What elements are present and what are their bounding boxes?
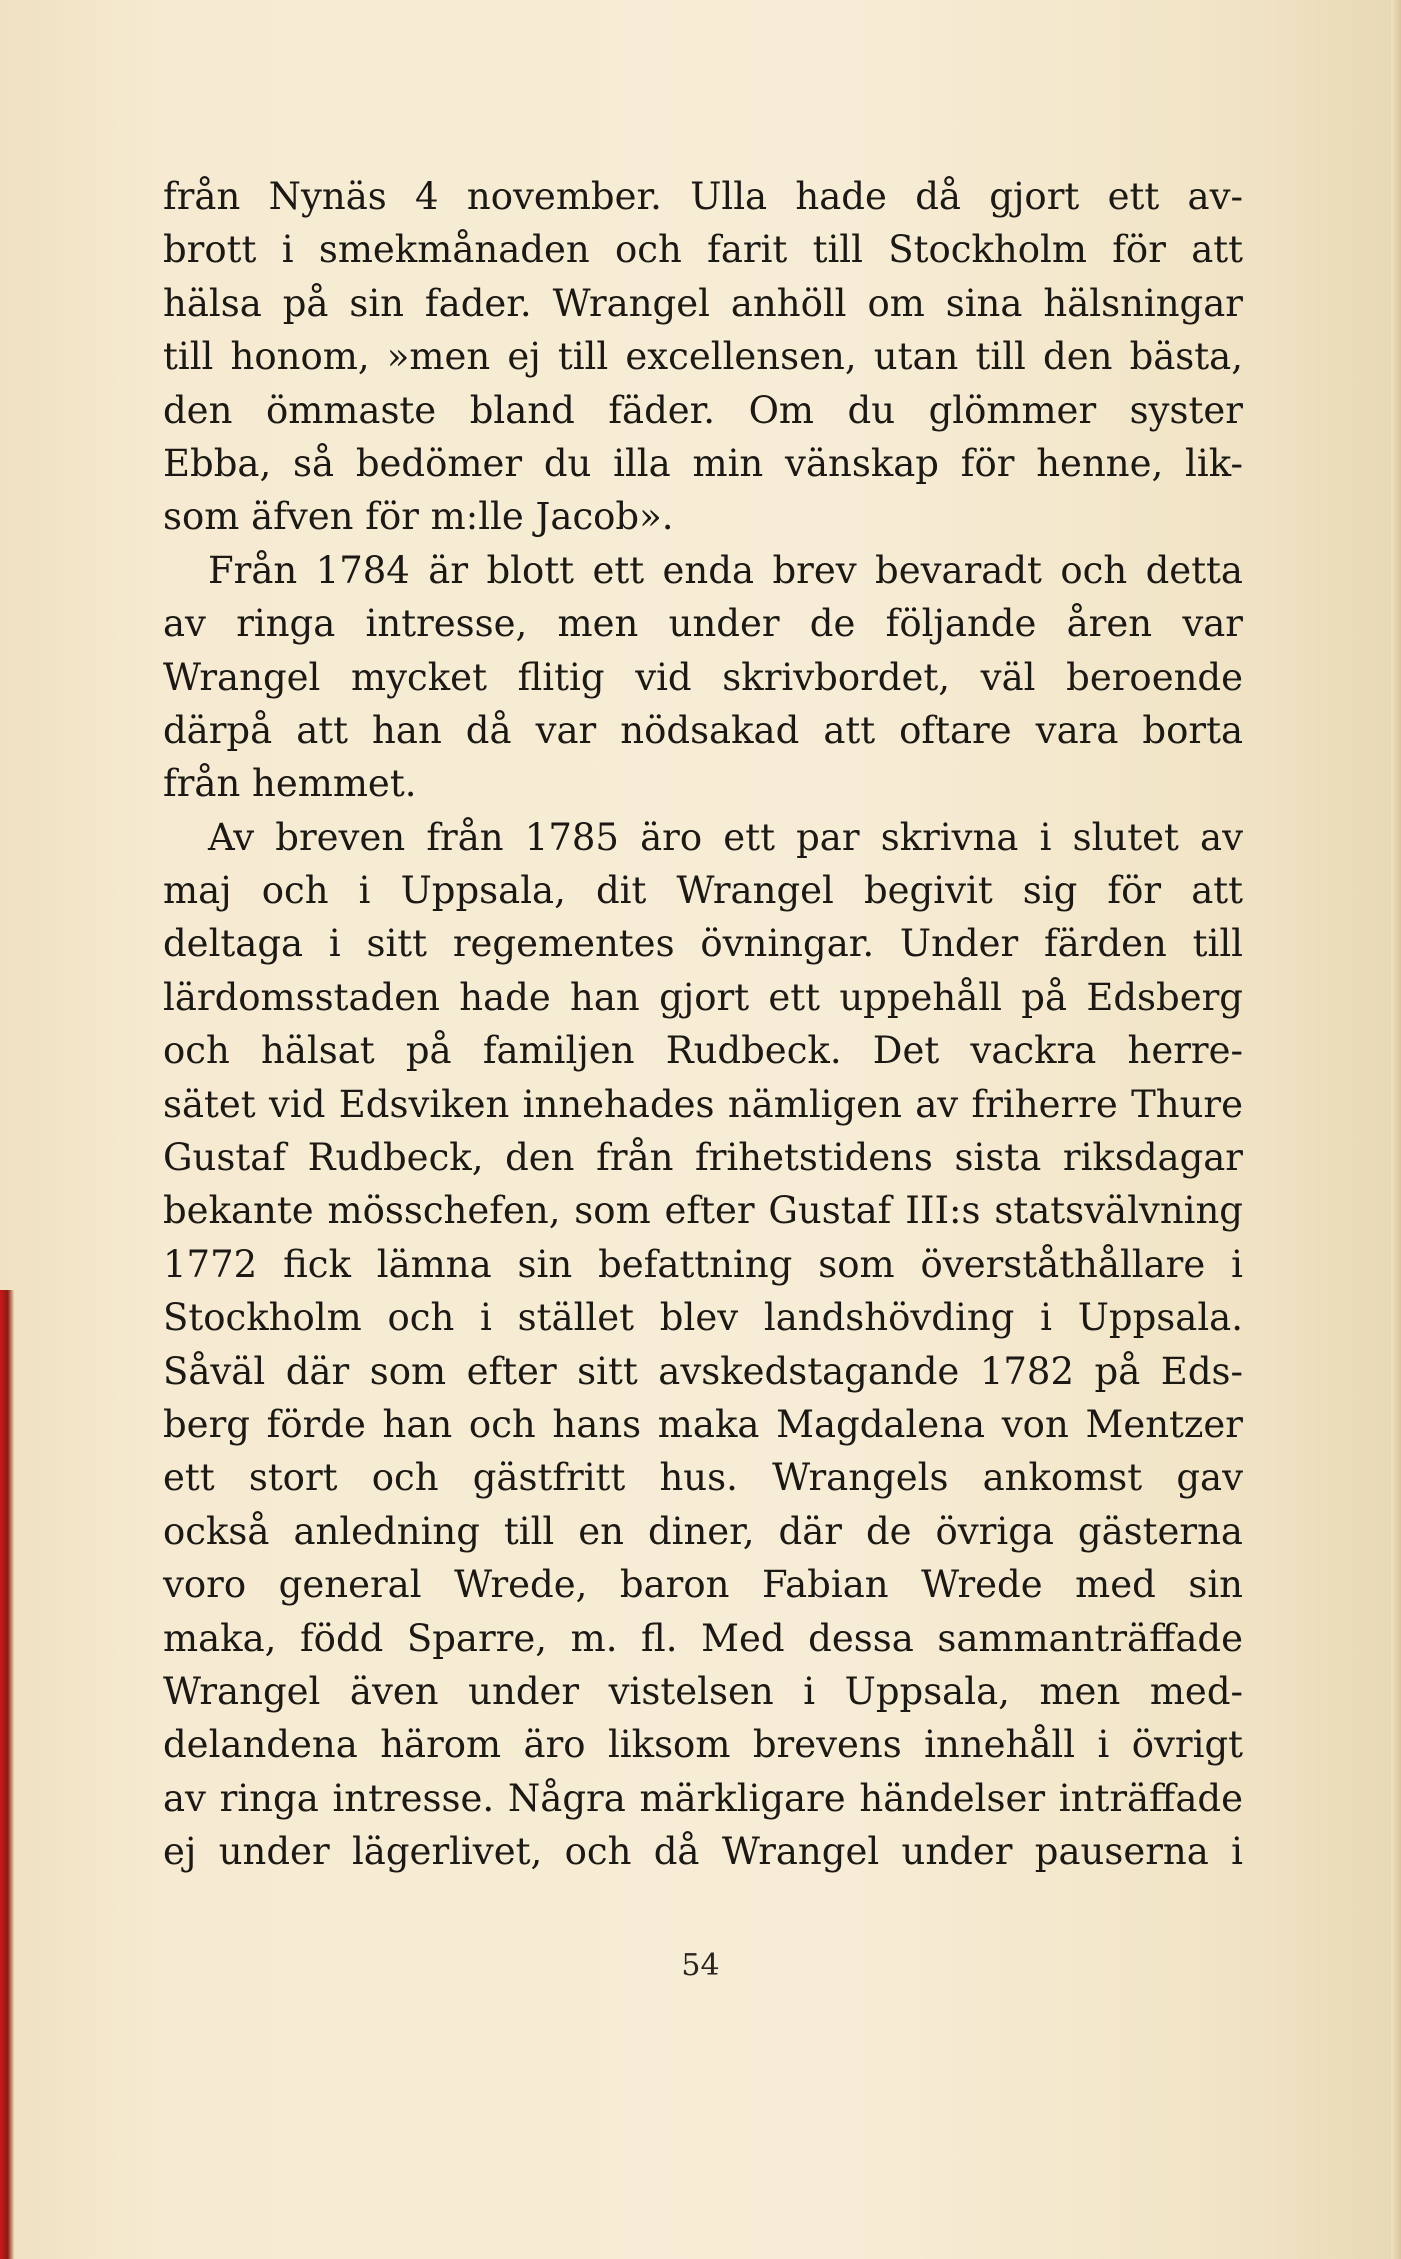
text-line: till honom, »men ej till excellensen, utan till den bästa, (163, 335, 1243, 379)
text-line: Av breven från 1785 äro ett par skrivna i slutet av (208, 815, 1243, 859)
text-line: Från 1784 är blott ett enda brev bevaradt och detta (208, 548, 1243, 592)
text-line: sätet vid Edsviken innehades nämligen av friherre Thure (163, 1082, 1243, 1126)
text-line: lärdomsstaden hade han gjort ett uppehåll på Edsberg (163, 975, 1243, 1019)
text-line: därpå att han då var nödsakad att oftare vara borta (163, 708, 1243, 752)
text-line: från hemmet. (163, 762, 417, 806)
text-line: den ömmaste bland fäder. Om du glömmer syster (163, 388, 1243, 432)
text-line: Ebba, så bedömer du illa min vänskap för henne, lik- (163, 441, 1243, 485)
text-line: Stockholm och i stället blev landshövding i Uppsala. (163, 1296, 1243, 1340)
text-line: maj och i Uppsala, dit Wrangel begivit sig för att (163, 869, 1243, 913)
text-line: brott i smekmånaden och farit till Stockholm för att (163, 228, 1243, 272)
body-text (163, 170, 1243, 1879)
text-line: Gustaf Rudbeck, den från frihetstidens sista riksdagar (163, 1136, 1243, 1180)
text-line: deltaga i sitt regementes övningar. Under färden till (163, 922, 1243, 966)
text-line: som äfven för m:lle Jacob». (163, 495, 674, 539)
text-line: ej under lägerlivet, och då Wrangel under pauserna i (163, 1830, 1243, 1874)
text-line: Wrangel även under vistelsen i Uppsala, men med- (163, 1669, 1243, 1713)
page-number: 54 (681, 1948, 720, 1983)
text-line: Såväl där som efter sitt avskedstagande 1782 på Eds- (163, 1349, 1243, 1393)
text-line: Wrangel mycket flitig vid skrivbordet, väl beroende (163, 655, 1243, 699)
text-line: också anledning till en diner, där de övriga gästerna (163, 1509, 1243, 1553)
text-line: bekante mösschefen, som efter Gustaf III:s statsvälvning (163, 1189, 1243, 1233)
text-line: från Nynäs 4 november. Ulla hade då gjort ett av- (163, 175, 1243, 218)
page-edge-shadow (1391, 0, 1401, 2259)
text-line: berg förde han och hans maka Magdalena von Mentzer (163, 1402, 1243, 1446)
text-line: voro general Wrede, baron Fabian Wrede med sin (163, 1563, 1243, 1607)
text-line: hälsa på sin fader. Wrangel anhöll om sina hälsningar (163, 281, 1243, 325)
text-line: och hälsat på familjen Rudbeck. Det vackra herre- (163, 1029, 1243, 1073)
binding-edge (0, 1290, 14, 2259)
text-line: av ringa intresse. Några märkligare händelser inträffade (163, 1776, 1243, 1820)
text-line: 1772 fick lämna sin befattning som överståthållare i (163, 1242, 1243, 1286)
text-line: maka, född Sparre, m. fl. Med dessa sammanträffade (163, 1616, 1243, 1660)
text-line: delandena härom äro liksom brevens innehåll i övrigt (163, 1723, 1243, 1767)
text-line: av ringa intresse, men under de följande åren var (163, 602, 1243, 646)
text-line: ett stort och gästfritt hus. Wrangels ankomst gav (163, 1456, 1243, 1500)
